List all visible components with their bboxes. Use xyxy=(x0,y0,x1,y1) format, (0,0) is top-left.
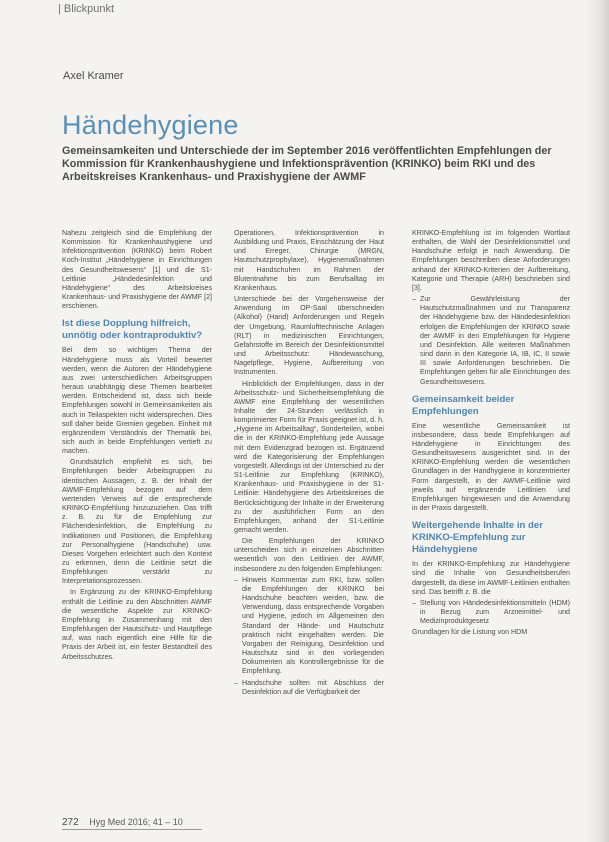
journal-citation: Hyg Med 2016; 41 – 10 xyxy=(89,817,183,827)
text-column-1 xyxy=(62,229,212,839)
paragraph: Grundsätzlich empfiehlt es sich, bei Empfehlungen beider Arbeitsgruppen zu identischen Aussagen, z. B. der Inhalt der AWMF-Empfehlung bezogen auf dem wertenden Verweis auf die entsprechende KRINKO-Empfehlung hinzuzuziehen. Das trifft z. B. zu für die Empfehlung zur Flächendesinfektion, die Empfehlung zu Indikationen und Positionen, die Empfehlung zur Personalhygiene (Handschuhe) usw. Dieses Vorgehen erleichtert auch den Kontext zu erkennen, denn die Leitlinie setzt die Empfehlungen verstärkt zu Interpretationsprozessen. xyxy=(62,458,212,586)
paragraph: Unterschiede bei der Vorgehensweise der Anwendung im OP-Saal überschneiden (Alkohol) (Hand) Anforderungen und Regeln der Umgebung, Raumlufttechnische Anlagen (RLT) in medizinischen Einrichtungen, Gefahrstoffe im Bereich der Desinfektionsmittel und Arbeitsschutz: Händewaschung, Nagelpflege, Hygiene, Aufbereitung von Instrumenten. xyxy=(234,295,384,377)
paragraph: Operationen, Infektionsprävention in Ausbildung und Praxis, Einschätzung der Haut und Erreger, Chirurgie (MRGN, Hautschutzprophylaxe), Hygienemaßnahmen mit Handschuhen im Rahmen der Blutentnahme bis zum Berufsalltag im Krankenhaus. xyxy=(234,229,384,292)
section-heading: Ist diese Dopplung hilfreich, unnötig oder kontraproduktiv? xyxy=(62,318,203,342)
paragraph: In Ergänzung zu der KRINKO-Empfehlung enthält die Leitlinie zu den Abschnitten AWMF die wesentliche Aspekte zur KRINKO-Empfehlung in Zusammenhang mit den Empfehlungen der Hautschutz- und Hautpflege auf, was nach eigentlich eine Hilfe für die Praxis der Arbeit ist, ein fester Bestandteil des Arbeitsschutzes. xyxy=(62,588,212,661)
article-subtitle: Gemeinsamkeiten und Unterschiede der im September 2016 veröffentlichten Empfehlungen der Kommission für Krankenhaushygiene und Infektionsprävention (KRINKO) beim RKI und des Arbeitskreises Krankenhaus- und Praxishygiene der AWMF xyxy=(62,145,552,183)
footer-divider xyxy=(62,829,202,830)
paragraph: KRINKO-Empfehlung ist im folgenden Wortlaut enthalten, die Wahl der Desinfektionsmittel und Handschuhe erfolgt je nach Anwendung. Die Empfehlungen beschreiben diese Anforderungen anhand der KRINKO-Kriterien der Aufbereitung, Kategorie und Therapie (ARH) beschrieben sind [3]. xyxy=(412,229,570,292)
page-edge-shadow xyxy=(585,0,609,842)
list-item: – Hinweis Kommentar zum RKI, bzw. sollen die Empfehlungen der KRINKO bei Handschuhe beachten werden, bzw. die Verwendung, dass entsprechende Vorgaben und Hygiene, jedoch im Allgemeinen den Standard der Hände- und Hautschutz praktisch nicht eingehalten werden. Die Vorgaben der Reinigung, Desinfektion und Hautschutz sind in den vorliegenden Dokumenten als Kontrollergebnisse für die Empfehlung. xyxy=(234,576,384,677)
bullet-list xyxy=(412,599,570,626)
list-item: – Handschuhe sollten mit Abschluss der Desinfektion auf die Verfügbarkeit der xyxy=(234,679,384,697)
list-item: – Zur Gewährleistung der Hautschutzmaßnahmen und zur Transparenz der Händehygiene bzw. der Händedesinfektion erfolgen die Empfehlungen der KRINKO sowie der AWMF in den Empfehlungen für Hygiene und Desinfektion. Alle weiteren Maßnahmen sind darin in den Kategorie IA, IB, IC, II sowie III sowie Anforderungen beschrieben. Die Empfehlungen gelten für alle Einrichtungen des Gesundheitswesens. xyxy=(412,295,570,387)
list-item: – Stellung von Händedesinfektionsmitteln (HDM) in Bezug zum Arzneimittel- und Medizinproduktgesetz xyxy=(412,599,570,626)
page-title: Händehygiene xyxy=(62,110,239,140)
page-footer xyxy=(62,817,183,828)
paragraph: Hinblicklich der Empfehlungen, dass in der Arbeitsschutz- und Sicherheitsempfehlung die AWMF eine Empfehlung der wesentlichen Inhalte der 24-Stunden verlässlich in komprimierter Form für Praxis geeignet ist, d. h. „Hygiene im Arbeitsalltag“, Sonderteilen, wobei die in der KRINKO-Empfehlung jede Aussage mit dem Evidenzgrad bezogen ist. Ergänzend wird die Kategorisierung der Empfehlungen vorgestellt. Allerdings ist der Unterschied zu der S1-Leitlinie zur Empfehlung (KRINKO), Krankenhaus- und Praxishygiene in der S1-Leitlinie: Händehygiene des Arbeitskreises die Berücksichtigung der Inhalte in der Erweiterung zu der ausführlichen Form an den Empfehlungen, anhand der S1-Leitlinie gemacht werden. xyxy=(234,379,384,534)
paragraph: In der KRINKO-Empfehlung zur Händehygiene sind die Inhalte von Gesundheitsberufen dargestellt, da diese im AWMF-Leitlinien enthalten sind. Das betrifft z. B. die xyxy=(412,560,570,596)
text-column-2 xyxy=(234,229,384,839)
bullet-list xyxy=(412,295,570,387)
paragraph: Bei dem so wichtigen Thema der Händehygiene muss als Vorteil bewertet werden, wenn die Autoren der Händehygiene aus zwei unterschiedlichen Arbeitsgruppen heraus unabhängig diese Themen bearbeitet werden. Entscheidend ist, dass sich beide Empfehlungen sowohl in Gemeinsamkeiten als auch in Teilaspekten nicht widersprechen. Dies soll daher beide Gremien gegeben. Einheit mit ergänzendem Verständnis der Thematik bei, sich auch in beide Empfehlungen vertieft zu machen. xyxy=(62,346,212,456)
bullet-list xyxy=(234,576,384,697)
author-name: Axel Kramer xyxy=(63,70,124,82)
page-number: 272 xyxy=(62,817,79,828)
paragraph: Die Empfehlungen der KRINKO unterscheiden sich in einzelnen Abschnitten wesentlich von den Leitlinien der AWMF, insbesondere zu den folgenden Empfehlungen: xyxy=(234,537,384,573)
paragraph: Grundlagen für die Listung von HDM xyxy=(412,628,528,637)
section-rubric: | Blickpunkt xyxy=(58,3,115,15)
section-heading: Gemeinsamkeit beider Empfehlungen xyxy=(412,393,515,417)
section-heading: Weitergehende Inhalte in der KRINKO-Empfehlung zur Händehygiene xyxy=(412,520,543,556)
paragraph: Eine wesentliche Gemeinsamkeit ist insbesondere, dass beide Empfehlungen auf Händehygiene in Einrichtungen des Gesundheitswesens ausgerichtet sind. In der KRINKO-Empfehlung werden die wesentlichen Grundlagen in der Handhygiene in konzentrierter Form dargestellt, in der AWMF-Leitlinie wird jeweils auf ergänzende Leitlinien und Empfehlungen hingewiesen und die Anwendung in der Praxis dargestellt. xyxy=(412,421,570,513)
paragraph: Nahezu zeitgleich sind die Empfehlung der Kommission für Krankenhaushygiene und Infektionsprävention (KRINKO) beim Robert Koch-Institut „Händehygiene in Einrichtungen des Gesundheitswesens“ [1] und die S1-Leitlinie „Händedesinfektion und Händehygiene“ des Arbeitskreises Krankenhaus- und Praxishygiene der AWMF [2] erschienen. xyxy=(62,229,212,311)
text-column-3 xyxy=(412,229,570,839)
